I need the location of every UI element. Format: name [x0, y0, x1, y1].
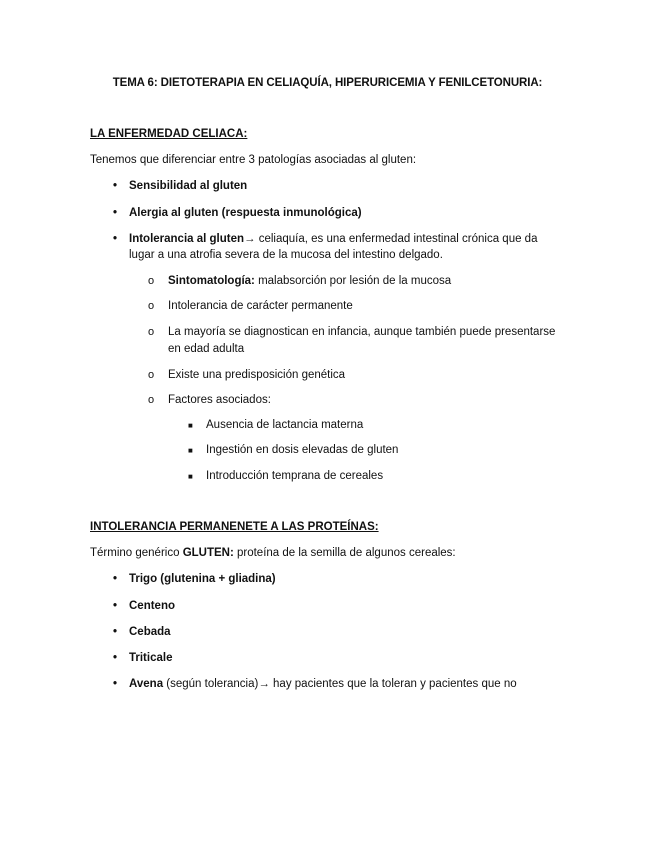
list-item	[129, 573, 276, 585]
list-item-bold: Cebada	[129, 626, 171, 638]
sub-sub-list-item: Introducción temprana de cereales	[206, 470, 384, 482]
square-bullet-marker: ■	[188, 446, 193, 455]
sub-sub-list-item: Ingestión en dosis elevadas de gluten	[206, 444, 399, 456]
sub-list-item-bold: Sintomatología:	[168, 275, 255, 287]
list-item-bold: Trigo (glutenina + gliadina)	[129, 573, 276, 585]
list-item	[129, 180, 247, 192]
list-item-bold: Centeno	[129, 600, 175, 612]
list-item-text-rest: hay pacientes que la toleran y pacientes que no	[269, 678, 517, 690]
arrow-icon: →	[244, 233, 256, 245]
list-item-bold: Intolerancia al gluten	[129, 233, 245, 245]
section-intro-proteins	[90, 547, 456, 559]
sub-bullet-marker: o	[148, 300, 155, 312]
sub-list-item: Intolerancia de carácter permanente	[168, 300, 353, 312]
list-item-bold: Sensibilidad al gluten	[129, 180, 248, 192]
list-item-continuation: lugar a una atrofia severa de la mucosa del intestino delgado.	[129, 249, 443, 261]
section-heading-celiac: LA ENFERMEDAD CELIACA:	[90, 128, 248, 140]
sub-list-item	[168, 275, 451, 287]
bullet-marker: •	[112, 233, 118, 245]
list-item-text: celiaquía, es una enfermedad intestinal crónica que da	[255, 233, 538, 245]
sub-bullet-marker: o	[148, 275, 155, 287]
list-item	[129, 233, 537, 245]
square-bullet-marker: ■	[188, 421, 193, 430]
bullet-marker: •	[112, 678, 118, 690]
list-item-bold: Triticale	[129, 652, 173, 664]
bullet-marker: •	[112, 626, 118, 638]
bullet-marker: •	[112, 180, 118, 192]
sub-list-item: La mayoría se diagnostican en infancia, aunque también puede presentarse	[168, 326, 556, 338]
list-item	[129, 678, 517, 690]
bullet-marker: •	[112, 573, 118, 585]
sub-list-item-continuation: en edad adulta	[168, 343, 245, 355]
arrow-icon: →	[258, 678, 270, 690]
sub-list-item: Existe una predisposición genética	[168, 369, 346, 381]
square-bullet-marker: ■	[188, 472, 193, 481]
list-item-bold: Avena	[129, 678, 164, 690]
sub-list-item: Factores asociados:	[168, 394, 271, 406]
page-title: TEMA 6: DIETOTERAPIA EN CELIAQUÍA, HIPERURICEMIA Y FENILCETONURIA:	[112, 77, 543, 89]
list-item	[129, 207, 362, 219]
sub-bullet-marker: o	[148, 394, 155, 406]
sub-bullet-marker: o	[148, 326, 155, 338]
list-item-bold: Alergia al gluten (respuesta inmunológica)	[129, 207, 362, 219]
intro-text-rest: proteína de la semilla de algunos cereales:	[233, 547, 456, 559]
list-item	[129, 652, 172, 664]
bullet-marker: •	[112, 207, 118, 219]
sub-bullet-marker: o	[148, 369, 155, 381]
sub-list-item-text: malabsorción por lesión de la mucosa	[254, 275, 452, 287]
intro-bold: GLUTEN:	[182, 547, 234, 559]
bullet-marker: •	[112, 600, 118, 612]
intro-text: Término genérico	[90, 547, 183, 559]
list-item	[129, 600, 175, 612]
list-item	[129, 626, 171, 638]
list-item-text: (según tolerancia)	[163, 678, 259, 690]
section-heading-proteins: INTOLERANCIA PERMANENETE A LAS PROTEÍNAS:	[90, 521, 379, 533]
sub-sub-list-item: Ausencia de lactancia materna	[206, 419, 364, 431]
bullet-marker: •	[112, 652, 118, 664]
section-intro-celiac: Tenemos que diferenciar entre 3 patologías asociadas al gluten:	[90, 154, 417, 166]
